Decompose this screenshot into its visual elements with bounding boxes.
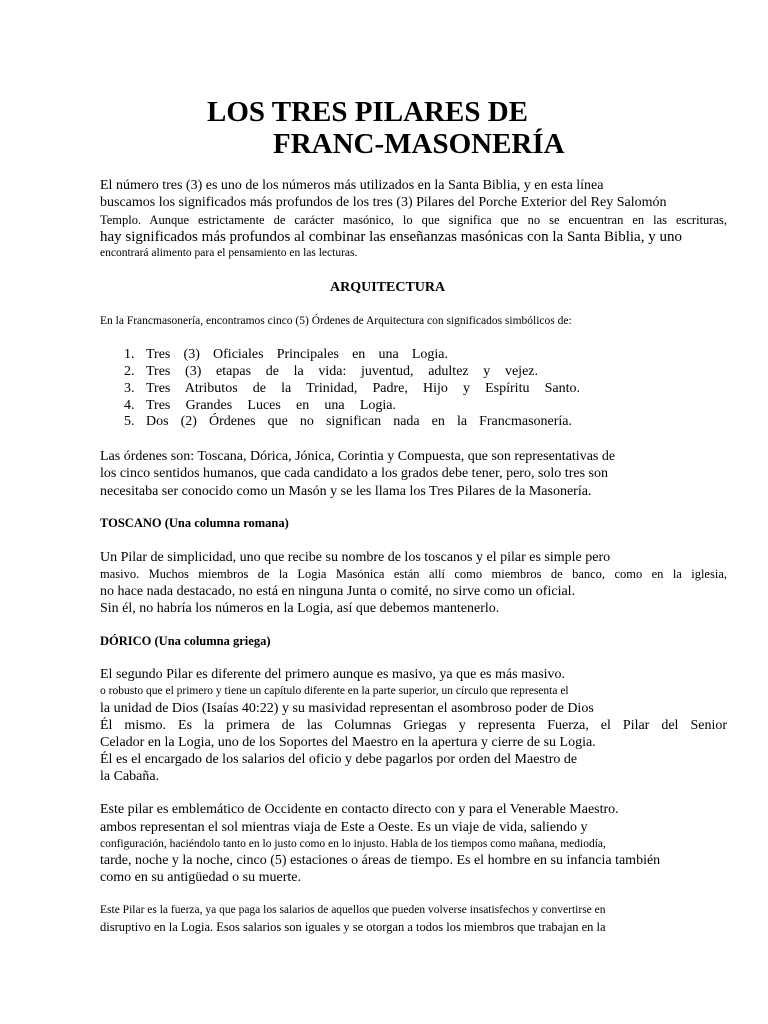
dorico-line-2: o robusto que el primero y tiene un capítulo diferente en la parte superior, un círculo que representa el xyxy=(100,685,569,697)
toscano-line-1: Un Pilar de simplicidad, uno que recibe su nombre de los toscanos y el pilar es simple pero xyxy=(100,550,611,565)
intro-line-1: El número tres (3) es uno de los números más utilizados en la Santa Biblia, y en esta línea xyxy=(100,178,604,193)
list-item-text: Tres Grandes Luces en una Logia. xyxy=(146,398,396,413)
west-para-line-1: Este pilar es emblemático de Occidente en contacto directo con y para el Venerable Maestro. xyxy=(100,802,619,817)
dorico-line-4: Él mismo. Es la primera de las Columnas Griegas y representa Fuerza, el Pilar del Senior xyxy=(100,718,727,733)
toscano-line-4: Sin él, no habría los números en la Logia, así que debemos mantenerlo. xyxy=(100,601,500,616)
intro-line-4: hay significados más profundos al combinar las enseñanzas masónicas con la Santa Biblia, y uno xyxy=(100,229,682,245)
list-item-text: Dos (2) Órdenes que no significan nada en la Francmasonería. xyxy=(146,414,572,429)
list-item-number: 3. xyxy=(124,381,135,396)
page-title-line-1: LOS TRES PILARES DE xyxy=(207,96,528,128)
list-item-number: 1. xyxy=(124,347,135,362)
dorico-line-3: la unidad de Dios (Isaías 40:22) y su masividad representan el asombroso poder de Dios xyxy=(100,701,594,716)
list-item-number: 2. xyxy=(124,364,135,379)
list-item xyxy=(124,347,448,363)
list-item-text: Tres (3) Oficiales Principales en una Logia. xyxy=(146,347,448,362)
orders-para-line-2: los cinco sentidos humanos, que cada candidato a los grados debe tener, pero, solo tres son xyxy=(100,466,608,481)
list-item-text: Tres (3) etapas de la vida: juventud, adultez y vejez. xyxy=(146,364,538,379)
list-item-number: 4. xyxy=(124,398,135,413)
dorico-line-1: El segundo Pilar es diferente del primero aunque es masivo, ya que es más masivo. xyxy=(100,667,565,682)
orders-para-line-1: Las órdenes son: Toscana, Dórica, Jónica, Corintia y Compuesta, que son representativas de xyxy=(100,449,616,464)
toscano-line-3: no hace nada destacado, no está en ninguna Junta o comité, no sirve como un oficial. xyxy=(100,584,576,599)
dorico-line-6: Él es el encargado de los salarios del oficio y debe pagarlos por orden del Maestro de xyxy=(100,752,578,767)
list-item xyxy=(124,398,396,414)
list-item xyxy=(124,381,580,397)
strength-para-line-2: disruptivo en la Logia. Esos salarios son iguales y se otorgan a todos los miembros que trabajan en la xyxy=(100,920,606,934)
west-para-line-5: como en su antigüedad o su muerte. xyxy=(100,870,302,885)
dorico-line-7: la Cabaña. xyxy=(100,769,160,784)
orders-intro: En la Francmasonería, encontramos cinco (5) Órdenes de Arquitectura con significados simbólicos de: xyxy=(100,315,572,327)
west-para-line-4: tarde, noche y la noche, cinco (5) estaciones o áreas de tiempo. Es el hombre en su infancia también xyxy=(100,853,661,868)
page-title-line-2: FRANC-MASONERÍA xyxy=(273,128,565,160)
intro-line-5: encontrará alimento para el pensamiento en las lecturas. xyxy=(100,247,358,259)
west-para-line-3: configuración, haciéndolo tanto en lo justo como en lo injusto. Habla de los tiempos como mañana, mediodía, xyxy=(100,838,606,850)
strength-para-line-1: Este Pilar es la fuerza, ya que paga los salarios de aquellos que pueden volverse insatisfechos y convertirse en xyxy=(100,904,606,916)
dorico-heading: DÓRICO (Una columna griega) xyxy=(100,634,271,648)
intro-line-3: Templo. Aunque estrictamente de carácter masónico, lo que significa que no se encuentran en las escrituras, xyxy=(100,213,727,227)
list-item xyxy=(124,364,538,380)
toscano-line-2: masivo. Muchos miembros de la Logia Masónica están allí como miembros de banco, como en la iglesia, xyxy=(100,567,727,581)
list-item-text: Tres Atributos de la Trinidad, Padre, Hijo y Espíritu Santo. xyxy=(146,381,580,396)
list-item-number: 5. xyxy=(124,414,135,429)
section-heading-arquitectura: ARQUITECTURA xyxy=(330,280,446,295)
toscano-heading: TOSCANO (Una columna romana) xyxy=(100,516,289,530)
list-item xyxy=(124,414,572,430)
dorico-line-5: Celador en la Logia, uno de los Soportes del Maestro en la apertura y cierre de su Logia. xyxy=(100,735,596,750)
west-para-line-2: ambos representan el sol mientras viaja de Este a Oeste. Es un viaje de vida, saliendo y xyxy=(100,820,588,835)
intro-line-2: buscamos los significados más profundos de los tres (3) Pilares del Porche Exterior del Rey Salomón xyxy=(100,195,667,210)
orders-para-line-3: necesitaba ser conocido como un Masón y se les llama los Tres Pilares de la Masonería. xyxy=(100,484,592,499)
